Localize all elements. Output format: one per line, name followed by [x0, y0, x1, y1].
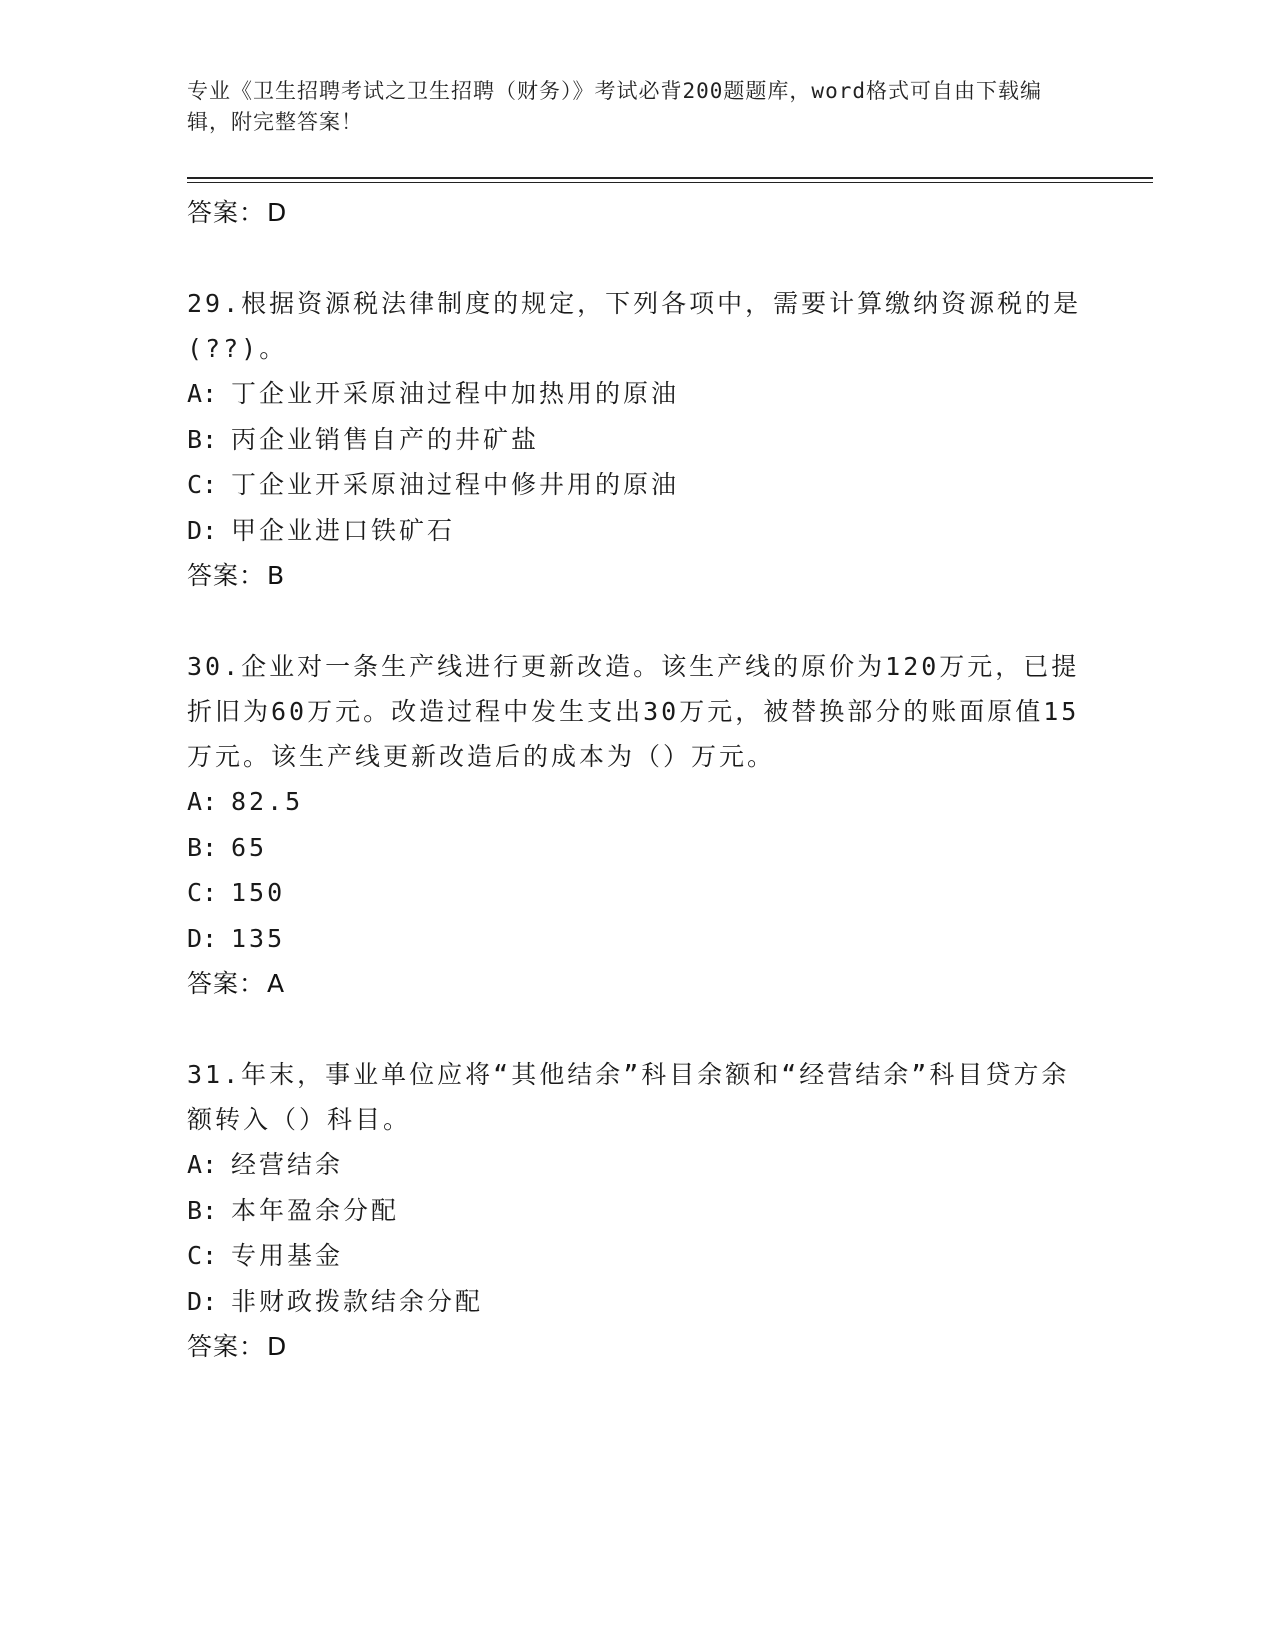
- option-text: 丙企业销售自产的井矿盐: [231, 424, 540, 454]
- question-stem: 30.企业对一条生产线进行更新改造。该生产线的原价为120万元，已提折旧为60万元。改造过程中发生支出30万元，被替换部分的账面原值15万元。该生产线更新改造后的成本为（）万元。: [187, 652, 1080, 771]
- option-text: 丁企业开采原油过程中修井用的原油: [231, 470, 680, 499]
- option-text: 丁企业开采原油过程中加热用的原油: [231, 379, 680, 408]
- spacer: [187, 236, 1087, 281]
- answer-value: B: [267, 561, 286, 590]
- spacer: [187, 1007, 1087, 1052]
- answer-label: 答案：: [187, 561, 266, 590]
- option-text: 150: [231, 878, 286, 907]
- option-text: 本年盈余分配: [231, 1195, 400, 1225]
- option-text: 65: [231, 832, 268, 862]
- option-c: [187, 462, 1087, 508]
- option-letter: C:: [187, 878, 218, 907]
- answer-value: D: [267, 1332, 288, 1361]
- option-text: 专用基金: [231, 1241, 344, 1270]
- option-d: [187, 1279, 1087, 1325]
- option-letter: D:: [187, 515, 218, 545]
- answer-label: 答案：: [187, 1332, 266, 1361]
- option-b: [187, 417, 1087, 463]
- question-stem: 29.根据资源税法律制度的规定，下列各项中，需要计算缴纳资源税的是(??)。: [187, 289, 1082, 363]
- page-header: 专业《卫生招聘考试之卫生招聘（财务）》考试必背200题题库，word格式可自由下载编辑，附完整答案！: [187, 79, 1042, 134]
- option-a: [187, 1142, 1087, 1188]
- option-text: 82.5: [231, 787, 304, 816]
- option-letter: B:: [187, 832, 218, 862]
- answer-line: [187, 190, 1087, 236]
- option-text: 甲企业进口铁矿石: [231, 515, 456, 545]
- question-list: [187, 190, 1087, 1370]
- option-b: [187, 1188, 1087, 1234]
- header-divider-thick: [187, 177, 1153, 179]
- option-d: [187, 508, 1087, 554]
- spacer: [187, 599, 1087, 644]
- option-letter: C:: [187, 470, 218, 499]
- answer-value: D: [267, 198, 288, 227]
- header-divider-thin: [187, 182, 1153, 183]
- option-letter: D:: [187, 1286, 218, 1316]
- answer-label: 答案：: [187, 198, 266, 227]
- option-letter: A:: [187, 1150, 218, 1179]
- option-text: 135: [231, 923, 286, 953]
- answer-label: 答案：: [187, 969, 266, 998]
- option-b: [187, 825, 1087, 871]
- option-letter: D:: [187, 923, 218, 953]
- question-stem: 31.年末，事业单位应将“其他结余”科目余额和“经营结余”科目贷方余额转入（）科目。: [187, 1060, 1070, 1134]
- answer-value: A: [267, 969, 286, 998]
- option-letter: A:: [187, 787, 218, 816]
- option-d: [187, 916, 1087, 962]
- answer-line: [187, 553, 1087, 599]
- option-letter: A:: [187, 379, 218, 408]
- option-a: [187, 779, 1087, 825]
- option-c: [187, 1233, 1087, 1279]
- option-c: [187, 870, 1087, 916]
- option-text: 非财政拨款结余分配: [231, 1286, 484, 1316]
- answer-line: [187, 1324, 1087, 1370]
- answer-line: [187, 961, 1087, 1007]
- option-letter: B:: [187, 1195, 218, 1225]
- option-text: 经营结余: [231, 1150, 344, 1179]
- option-letter: C:: [187, 1241, 218, 1270]
- option-letter: B:: [187, 424, 218, 454]
- option-a: [187, 371, 1087, 417]
